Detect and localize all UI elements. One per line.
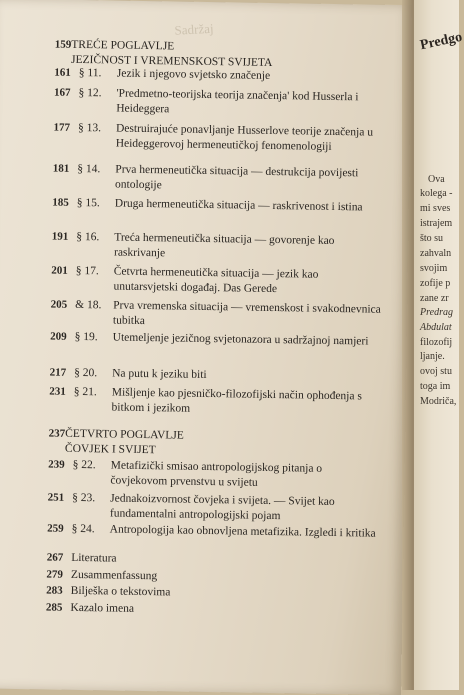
right-page — [414, 0, 464, 690]
right-page-line: Predrag — [420, 307, 453, 318]
toc-page-number: 285 — [45, 601, 63, 614]
toc-section-number: & 18. — [75, 298, 102, 312]
toc-page-number: 231 — [49, 385, 66, 398]
toc-section-number: § 20. — [74, 366, 98, 380]
toc-page-number: 267 — [46, 551, 64, 564]
toc-title: ČETVRTO POGLAVLJE ČOVJEK I SVIJET — [64, 427, 184, 456]
toc-page-number: 279 — [46, 568, 64, 581]
toc-page-number: 217 — [49, 366, 67, 379]
toc-entry — [33, 426, 383, 460]
toc-section-number: § 21. — [73, 385, 97, 399]
toc-section-number: § 11. — [78, 66, 102, 80]
toc-title: Prva hermeneutička situacija — destrukcija povijesti ontologije — [115, 163, 359, 191]
toc-entry — [32, 457, 382, 491]
toc-entry — [32, 490, 382, 524]
toc-title: Mišljenje kao pjesničko-filozofijski način ophođenja s bitkom i jezikom — [111, 386, 362, 415]
toc-page-number: 239 — [48, 458, 65, 471]
right-page-line: ovoj stu — [420, 366, 452, 377]
toc-entry — [37, 195, 387, 215]
toc-section-number: § 14. — [77, 162, 101, 176]
right-page-line: zane zr — [420, 293, 449, 304]
toc-page-number: 159 — [54, 38, 72, 51]
toc-page-number: 185 — [52, 196, 69, 209]
right-page-line: svojim — [420, 263, 448, 274]
toc-entry — [32, 521, 382, 541]
right-page-line: što su — [420, 233, 444, 244]
toc-title: Na putu k jeziku biti — [112, 367, 207, 381]
toc-title: Utemeljenje jezičnog svjetonazora u sadržajnoj namjeri — [112, 331, 369, 348]
toc-page-number: 283 — [46, 584, 63, 597]
toc-title: Bilješka o tekstovima — [70, 584, 171, 599]
right-page-line: Ova — [428, 174, 445, 185]
toc-page-number: 181 — [52, 162, 70, 175]
toc-title: Destruirajuće ponavljanje Husserlove teorije značenja u Heideggerovoj hermeneutičkoj fenomenologiji — [115, 122, 374, 153]
right-page-heading: Predgo — [418, 29, 464, 54]
toc-entry — [38, 85, 388, 119]
toc-title: Četvrta hermeneutička situacija — jezik kao unutarsvjetski događaj. Das Gerede — [113, 265, 319, 295]
toc-page-number: 205 — [50, 298, 68, 311]
toc-title: Treća hermeneutička situacija — govorenje kao raskrivanje — [113, 231, 335, 259]
toc-title: Kazalo imena — [70, 601, 135, 615]
toc-page-number: 259 — [47, 522, 64, 535]
right-page-line: Abdulat — [420, 322, 452, 333]
toc-section-number: § 24. — [71, 522, 95, 536]
toc-entry — [30, 600, 380, 620]
toc-page-number: 201 — [51, 264, 68, 277]
toc-title: 'Predmetno-teorijska teorija značenja' kod Husserla i Heideggera — [116, 87, 359, 115]
right-page-line: filozofij — [420, 337, 453, 348]
toc-title: Metafizički smisao antropologijskog pitanja o čovjekovom prvenstvu u svijetu — [110, 459, 323, 489]
toc-page-number: 251 — [47, 491, 65, 504]
toc-title: TREĆE POGLAVLJE JEZIČNOST I VREMENSKOST SVIJETA — [70, 38, 273, 69]
toc-title: Literatura — [71, 551, 117, 565]
toc-section-number: § 16. — [76, 230, 100, 244]
toc-section-number: § 15. — [76, 196, 100, 210]
toc-page-number: 161 — [54, 66, 71, 79]
toc-entry — [35, 263, 385, 297]
toc-page-number: 237 — [48, 427, 66, 440]
toc-section-number: § 13. — [77, 121, 102, 135]
toc-page-number: 209 — [50, 330, 67, 343]
toc-section-number: § 17. — [75, 264, 99, 278]
right-page-line: zahvaln — [420, 248, 452, 259]
toc-entry — [34, 384, 384, 418]
toc-page-number: 167 — [53, 86, 71, 99]
toc-page-number: 191 — [51, 230, 69, 243]
toc-title: Druga hermeneutička situacija — raskrivenost i istina — [114, 197, 363, 214]
right-page-line: Modriča, — [420, 396, 457, 407]
right-page-line: toga im — [420, 381, 451, 392]
toc-entry — [35, 297, 385, 331]
toc-entry — [35, 329, 385, 349]
toc-entry — [37, 161, 387, 195]
toc-title: Jednakoizvornost čovjeka i svijeta. — Svijet kao fundamentalni antropologijski pojam — [109, 492, 335, 522]
toc-title: Antropologija kao obnovljena metafizika. Izgledi i kritika — [109, 523, 376, 540]
right-page-line: ljanje. — [420, 351, 445, 362]
right-page-line: istrajem — [420, 218, 453, 229]
right-page-line: kolega - — [420, 188, 453, 199]
right-page-line: mi sves — [420, 203, 451, 214]
toc-entry — [36, 229, 386, 263]
toc-title: Jezik i njegovo svjetsko značenje — [116, 67, 271, 82]
toc-title: Prva vremenska situacija — vremenskost i svakodnevnica tubitka — [112, 299, 381, 327]
running-head: Sadržaj — [174, 20, 214, 38]
toc-entry — [34, 365, 384, 385]
toc-section-number: § 19. — [74, 330, 98, 344]
right-page-line: zofije p — [420, 278, 451, 289]
toc-section-number: § 12. — [78, 86, 102, 100]
toc-entry — [38, 120, 388, 154]
toc-title: Zusammenfassung — [70, 568, 158, 583]
toc-section-number: § 23. — [72, 491, 96, 505]
toc-page-number: 177 — [53, 121, 71, 134]
toc-section-number: § 22. — [72, 458, 96, 472]
